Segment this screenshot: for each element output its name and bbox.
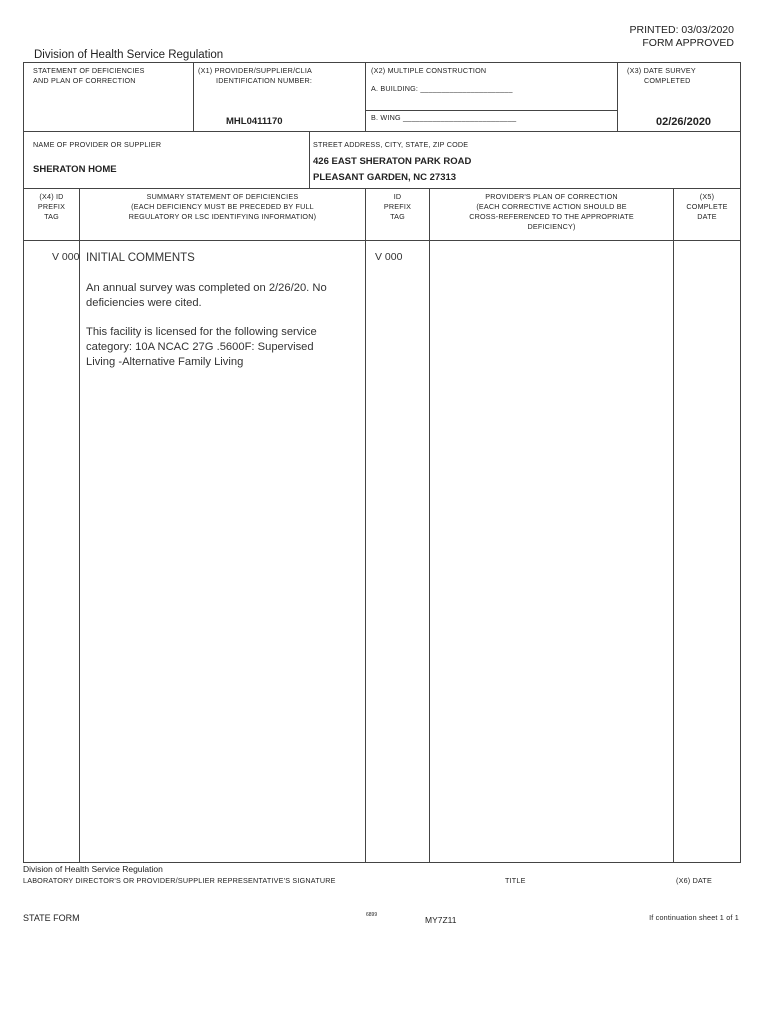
divider-top-row <box>23 131 741 132</box>
statement-label-1: STATEMENT OF DEFICIENCIES <box>33 66 145 75</box>
divider-building-wing <box>365 110 617 111</box>
plan-header-line-2: (EACH CORRECTIVE ACTION SHOULD BE <box>476 202 627 211</box>
x3-label-2: COMPLETED <box>644 76 691 85</box>
form-approved: FORM APPROVED <box>642 37 734 49</box>
plan-header-line-4: DEFICIENCY) <box>527 222 576 231</box>
x4-header-line-3: TAG <box>44 212 59 221</box>
id-prefix-header <box>366 192 429 222</box>
x5-header <box>674 192 740 222</box>
id-header-line-3: TAG <box>390 212 405 221</box>
x1-label-1: (X1) PROVIDER/SUPPLIER/CLIA <box>198 66 313 75</box>
address-line-1: 426 EAST SHERATON PARK ROAD <box>313 156 472 167</box>
form-code: 6899 <box>366 912 378 918</box>
summary-header-line-2: (EACH DEFICIENCY MUST BE PRECEDED BY FULL <box>131 202 314 211</box>
para2-line-1: This facility is licensed for the following service <box>86 326 317 338</box>
provider-name-value: SHERATON HOME <box>33 164 117 175</box>
survey-date-value: 02/26/2020 <box>656 116 712 128</box>
statement-label-2: AND PLAN OF CORRECTION <box>33 76 136 85</box>
col-divider-4 <box>673 188 674 863</box>
col-divider-3 <box>429 188 430 863</box>
para2-line-2: category: 10A NCAC 27G .5600F: Supervised <box>86 341 314 353</box>
divider-column-headers <box>23 240 741 241</box>
para1-line-1: An annual survey was completed on 2/26/20. No <box>86 282 327 294</box>
x2-label: (X2) MULTIPLE CONSTRUCTION <box>371 66 487 75</box>
state-form: STATE FORM <box>23 913 80 923</box>
summary-header-line-1: SUMMARY STATEMENT OF DEFICIENCIES <box>146 192 299 201</box>
provider-name-label: NAME OF PROVIDER OR SUPPLIER <box>33 140 162 149</box>
x6-date-label: (X6) DATE <box>676 876 713 885</box>
entry-heading: INITIAL COMMENTS <box>86 252 195 264</box>
divider-x2 <box>365 62 366 131</box>
agency-title: Division of Health Service Regulation <box>34 49 224 61</box>
summary-header <box>80 192 365 222</box>
x5-header-line-1: (X5) <box>699 192 715 201</box>
printed-date: PRINTED: 03/03/2020 <box>629 24 734 36</box>
tag-left: V 000 <box>52 251 80 263</box>
x2-building: A. BUILDING: ______________________ <box>371 84 513 93</box>
plan-header <box>430 192 673 232</box>
x4-header-line-1: (X4) ID <box>39 192 64 201</box>
id-header-line-1: ID <box>393 192 402 201</box>
address-line-2: PLEASANT GARDEN, NC 27313 <box>313 172 457 183</box>
col-divider-2 <box>365 188 366 863</box>
x5-header-line-3: DATE <box>697 212 717 221</box>
x3-label-1: (X3) DATE SURVEY <box>627 66 696 75</box>
entry-para2 <box>86 325 317 370</box>
signature-label: LABORATORY DIRECTOR'S OR PROVIDER/SUPPLIER REPRESENTATIVE'S SIGNATURE <box>23 876 336 885</box>
x5-header-line-2: COMPLETE <box>686 202 728 211</box>
summary-header-line-3: REGULATORY OR LSC IDENTIFYING INFORMATION) <box>128 212 317 221</box>
x2-wing: B. WING ___________________________ <box>371 113 517 122</box>
title-label: TITLE <box>505 876 526 885</box>
divider-provider-row <box>23 188 741 189</box>
provider-id-value: MHL0411170 <box>226 116 283 127</box>
divider-address <box>309 131 310 188</box>
para2-line-3: Living -Alternative Family Living <box>86 356 244 368</box>
address-label: STREET ADDRESS, CITY, STATE, ZIP CODE <box>313 140 469 149</box>
plan-header-line-1: PROVIDER'S PLAN OF CORRECTION <box>485 192 618 201</box>
entry-para1 <box>86 281 327 311</box>
divider-x3 <box>617 62 618 131</box>
plan-header-line-3: CROSS-REFERENCED TO THE APPROPRIATE <box>469 212 634 221</box>
x4-header <box>24 192 79 222</box>
continuation-sheet: If continuation sheet 1 of 1 <box>649 913 739 922</box>
x1-label-2: IDENTIFICATION NUMBER: <box>216 76 313 85</box>
tag-right: V 000 <box>375 251 403 263</box>
para1-line-2: deficiencies were cited. <box>86 297 202 309</box>
divider-x1 <box>193 62 194 131</box>
footer-agency: Division of Health Service Regulation <box>23 864 163 874</box>
x4-header-line-2: PREFIX <box>37 202 66 211</box>
id-header-line-2: PREFIX <box>383 202 412 211</box>
col-divider-1 <box>79 188 80 863</box>
event-id: MY7Z11 <box>425 915 457 925</box>
